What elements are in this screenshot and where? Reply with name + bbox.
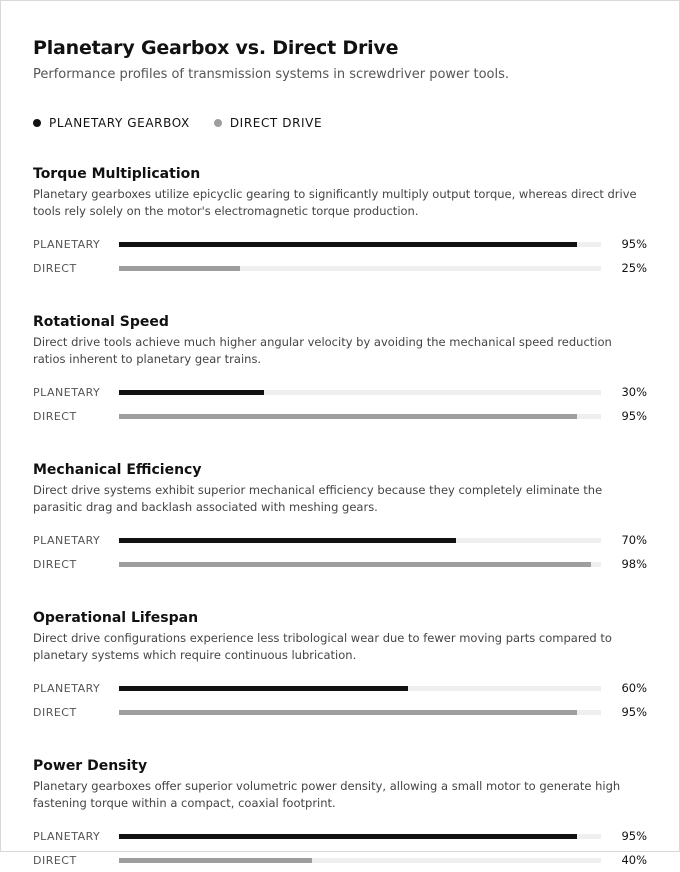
section-description: Direct drive configurations experience less tribological wear due to fewer moving parts compared to planetary systems which require continuous lubrication. bbox=[33, 631, 612, 662]
bar-value-direct: 25% bbox=[621, 261, 647, 275]
bar-row-planetary bbox=[33, 380, 647, 404]
bar-track bbox=[119, 710, 601, 715]
section-description: Direct drive tools achieve much higher angular velocity by avoiding the mechanical speed reduction ratios inherent to planetary gear trains. bbox=[33, 335, 612, 366]
bar-label-planetary: PLANETARY bbox=[33, 237, 101, 251]
bar-track bbox=[119, 858, 601, 863]
metric-section-torque bbox=[33, 165, 647, 280]
bar-row-direct bbox=[33, 404, 647, 428]
legend-dot-planetary bbox=[33, 119, 41, 127]
bar-track bbox=[119, 242, 601, 247]
bar-value-direct: 40% bbox=[621, 853, 647, 867]
bar-value-direct: 95% bbox=[621, 705, 647, 719]
legend-dot-direct bbox=[214, 119, 222, 127]
bar-label-planetary: PLANETARY bbox=[33, 681, 101, 695]
bar-label-direct: DIRECT bbox=[33, 853, 77, 867]
bar-label-direct: DIRECT bbox=[33, 409, 77, 423]
bar-row-direct bbox=[33, 552, 647, 576]
chart-subtitle: Performance profiles of transmission systems in screwdriver power tools. bbox=[33, 67, 510, 82]
section-title: Power Density bbox=[33, 758, 148, 774]
bar-fill-planetary bbox=[119, 390, 264, 395]
bar-fill-planetary bbox=[119, 686, 408, 691]
bar-group bbox=[33, 380, 647, 428]
section-description: Planetary gearboxes offer superior volumetric power density, allowing a small motor to generate high fastening torque within a compact, coaxial footprint. bbox=[33, 779, 621, 810]
bar-label-direct: DIRECT bbox=[33, 705, 77, 719]
bar-group bbox=[33, 676, 647, 724]
bar-value-planetary: 95% bbox=[621, 829, 647, 843]
section-description: Direct drive systems exhibit superior mechanical efficiency because they completely eliminate the parasitic drag and backlash associated with meshing gears. bbox=[33, 483, 603, 514]
bar-label-direct: DIRECT bbox=[33, 557, 77, 571]
bar-track bbox=[119, 562, 601, 567]
bar-track bbox=[119, 414, 601, 419]
bar-label-direct: DIRECT bbox=[33, 261, 77, 275]
bar-fill-direct bbox=[119, 414, 577, 419]
legend-item-direct bbox=[214, 116, 322, 130]
bar-row-direct bbox=[33, 700, 647, 724]
chart-container bbox=[33, 36, 647, 872]
section-title: Mechanical Efficiency bbox=[33, 462, 202, 478]
bar-value-planetary: 60% bbox=[621, 681, 647, 695]
bar-fill-direct bbox=[119, 562, 591, 567]
bar-row-planetary bbox=[33, 528, 647, 552]
bar-row-planetary bbox=[33, 232, 647, 256]
bar-fill-planetary bbox=[119, 834, 577, 839]
bar-group bbox=[33, 232, 647, 280]
bar-value-direct: 98% bbox=[621, 557, 647, 571]
bar-fill-planetary bbox=[119, 538, 456, 543]
bar-label-planetary: PLANETARY bbox=[33, 533, 101, 547]
chart-title: Planetary Gearbox vs. Direct Drive bbox=[33, 37, 399, 59]
bar-row-direct bbox=[33, 256, 647, 280]
bar-label-planetary: PLANETARY bbox=[33, 829, 101, 843]
bar-group bbox=[33, 824, 647, 872]
bar-row-planetary bbox=[33, 676, 647, 700]
legend-item-planetary bbox=[33, 116, 190, 130]
legend-label-planetary: PLANETARY GEARBOX bbox=[49, 116, 190, 130]
metric-section-efficiency bbox=[33, 461, 647, 576]
bar-value-planetary: 30% bbox=[621, 385, 647, 399]
bar-fill-direct bbox=[119, 710, 577, 715]
bar-fill-direct bbox=[119, 858, 312, 863]
bar-group bbox=[33, 528, 647, 576]
bar-value-planetary: 70% bbox=[621, 533, 647, 547]
metric-section-lifespan bbox=[33, 609, 647, 724]
legend bbox=[33, 114, 647, 132]
section-title: Torque Multiplication bbox=[33, 166, 201, 182]
bar-fill-direct bbox=[119, 266, 240, 271]
section-description: Planetary gearboxes utilize epicyclic gearing to significantly multiply output torque, whereas direct drive tools rely solely on the motor's electromagnetic torque production. bbox=[33, 187, 637, 218]
metric-section-speed bbox=[33, 313, 647, 428]
bar-track bbox=[119, 538, 601, 543]
bar-value-planetary: 95% bbox=[621, 237, 647, 251]
bar-label-planetary: PLANETARY bbox=[33, 385, 101, 399]
bar-fill-planetary bbox=[119, 242, 577, 247]
bar-track bbox=[119, 390, 601, 395]
bar-track bbox=[119, 686, 601, 691]
bar-value-direct: 95% bbox=[621, 409, 647, 423]
legend-label-direct: DIRECT DRIVE bbox=[229, 116, 323, 130]
bar-row-planetary bbox=[33, 824, 647, 848]
metric-section-power-density bbox=[33, 757, 647, 872]
section-title: Rotational Speed bbox=[33, 314, 169, 330]
bar-track bbox=[119, 266, 601, 271]
section-title: Operational Lifespan bbox=[33, 610, 199, 626]
bar-track bbox=[119, 834, 601, 839]
